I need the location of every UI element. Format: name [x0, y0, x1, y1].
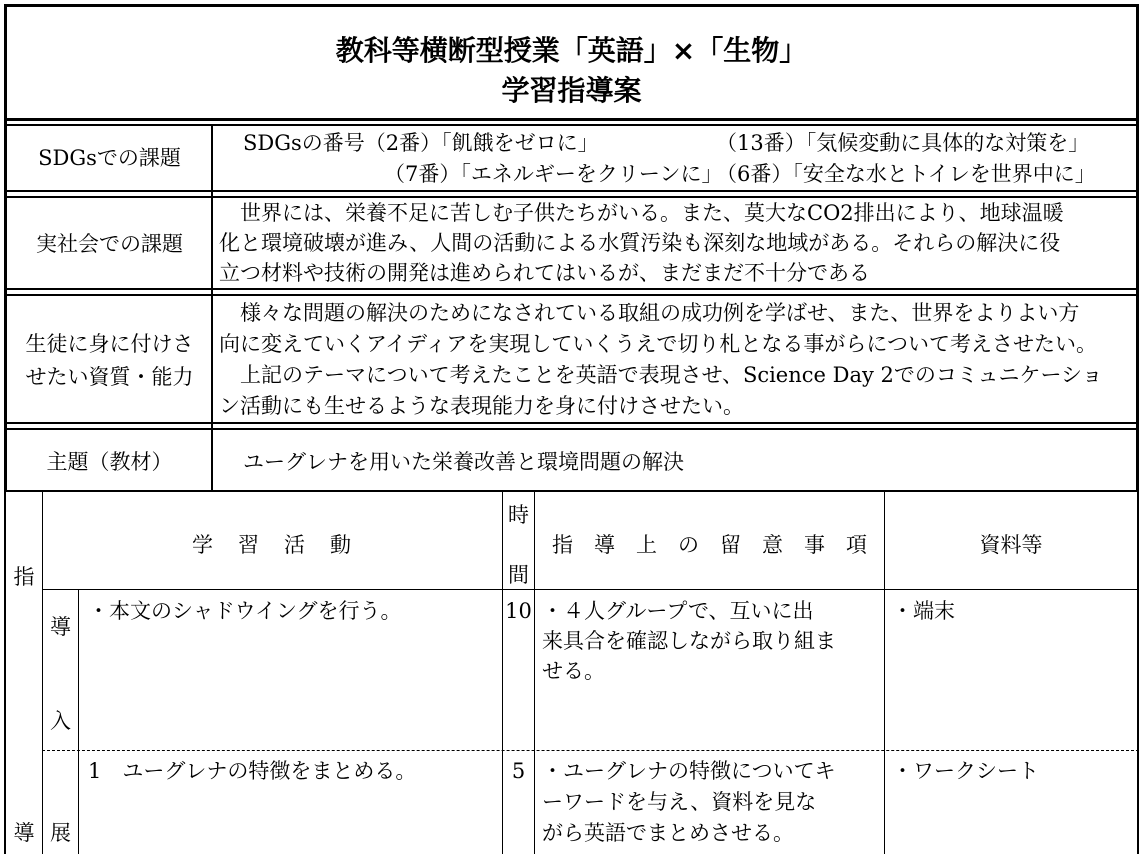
- society-text-line: 世界には、栄養不足に苦しむ子供たちがいる。また、莫大なCO2排出により、地球温暖: [219, 201, 1064, 225]
- notes-cell-line: 来具合を確認しながら取り組ま: [542, 629, 836, 653]
- page-title: 教科等横断型授業「英語」×「生物」: [335, 34, 808, 67]
- row-divider: [4, 490, 1139, 492]
- row-divider: [4, 288, 1139, 290]
- notes-cell-line: ・ユーグレナの特徴についてキ: [542, 759, 836, 783]
- plan-phase-divider: [78, 590, 79, 854]
- header-materials: 資料等: [979, 533, 1043, 557]
- row-divider: [4, 294, 1139, 296]
- header-notes: 指 導 上 の 留 意 事 項: [552, 533, 867, 557]
- plan-side-label: 導: [13, 821, 35, 845]
- abilities-text-line: 様々な問題の解決のためになされている取組の成功例を学ばせ、また、世界をよりよい方: [219, 301, 1080, 325]
- sdgs-goal-2: SDGsの番号（2番）「飢餓をゼロに」: [243, 131, 599, 155]
- sdgs-goal-6: （6番）「安全な水とトイレを世界中に」: [716, 162, 1096, 186]
- row-divider: [4, 190, 1139, 192]
- society-text-line: 立つ材料や技術の開発は進められてはいるが、まだまだ不十分である: [219, 261, 870, 285]
- phase-label: 展: [50, 821, 71, 845]
- activity-cell: 1 ユーグレナの特徴をまとめる。: [88, 759, 417, 783]
- notes-cell-line: ーワードを与え、資料を見な: [542, 790, 817, 814]
- row-divider: [4, 422, 1139, 424]
- notes-cell-line: せる。: [542, 659, 605, 683]
- sdgs-label: SDGsでの課題: [38, 146, 181, 170]
- abilities-text-line: 上記のテーマについて考えたことを英語で表現させ、Science Day 2でのコミュニケーショ: [219, 363, 1103, 387]
- sdgs-goal-13: （13番）「気候変動に具体的な対策を」: [716, 131, 1090, 155]
- outer-top-border: [4, 4, 1139, 7]
- title-bottom-border: [4, 118, 1139, 121]
- phase-label: 入: [50, 709, 71, 733]
- time-cell: 10: [505, 599, 532, 623]
- header-activity: 学 習 活 動: [192, 533, 353, 557]
- notes-cell-line: ・４人グループで、互いに出: [542, 599, 814, 623]
- abilities-label: せたい資質・能力: [25, 365, 194, 389]
- header-time: 間: [508, 563, 529, 587]
- society-label: 実社会での課題: [36, 232, 183, 256]
- abilities-text-line: 向に変えていくアイディアを実現していくうえで切り札となる事がらについて考えさせたい。: [219, 332, 1098, 356]
- plan-row-dashed-divider: [42, 750, 1139, 751]
- sdgs-goal-7: （7番）「エネルギーをクリーンに」: [384, 162, 723, 186]
- plan-side-label: 指: [13, 565, 35, 589]
- phase-label: 導: [50, 615, 71, 639]
- theme-content: ユーグレナを用いた栄養改善と環境問題の解決: [243, 450, 684, 474]
- materials-cell: ・端末: [892, 599, 955, 623]
- plan-time-left: [502, 492, 503, 854]
- theme-label: 主題（教材）: [46, 450, 173, 474]
- plan-right-border: [1137, 492, 1139, 854]
- time-cell: 5: [511, 759, 526, 783]
- label-column-divider: [211, 124, 213, 492]
- row-divider: [4, 428, 1139, 430]
- header-time: 時: [508, 503, 529, 527]
- notes-cell-line: がら英語でまとめさせる。: [542, 821, 794, 845]
- row-divider: [4, 124, 1139, 126]
- abilities-label: 生徒に身に付けさ: [25, 332, 194, 356]
- plan-header-bottom: [42, 589, 1139, 590]
- activity-cell: ・本文のシャドウイングを行う。: [88, 599, 402, 623]
- abilities-text-line: ン活動にも生せるような表現能力を身に付けさせたい。: [219, 394, 744, 418]
- page-subtitle: 学習指導案: [501, 74, 642, 107]
- society-text-line: 化と環境破壊が進み、人間の活動による水質汚染も深刻な地域がある。それらの解決に役: [219, 231, 1061, 255]
- plan-left-border: [4, 492, 6, 854]
- materials-cell: ・ワークシート: [892, 759, 1039, 783]
